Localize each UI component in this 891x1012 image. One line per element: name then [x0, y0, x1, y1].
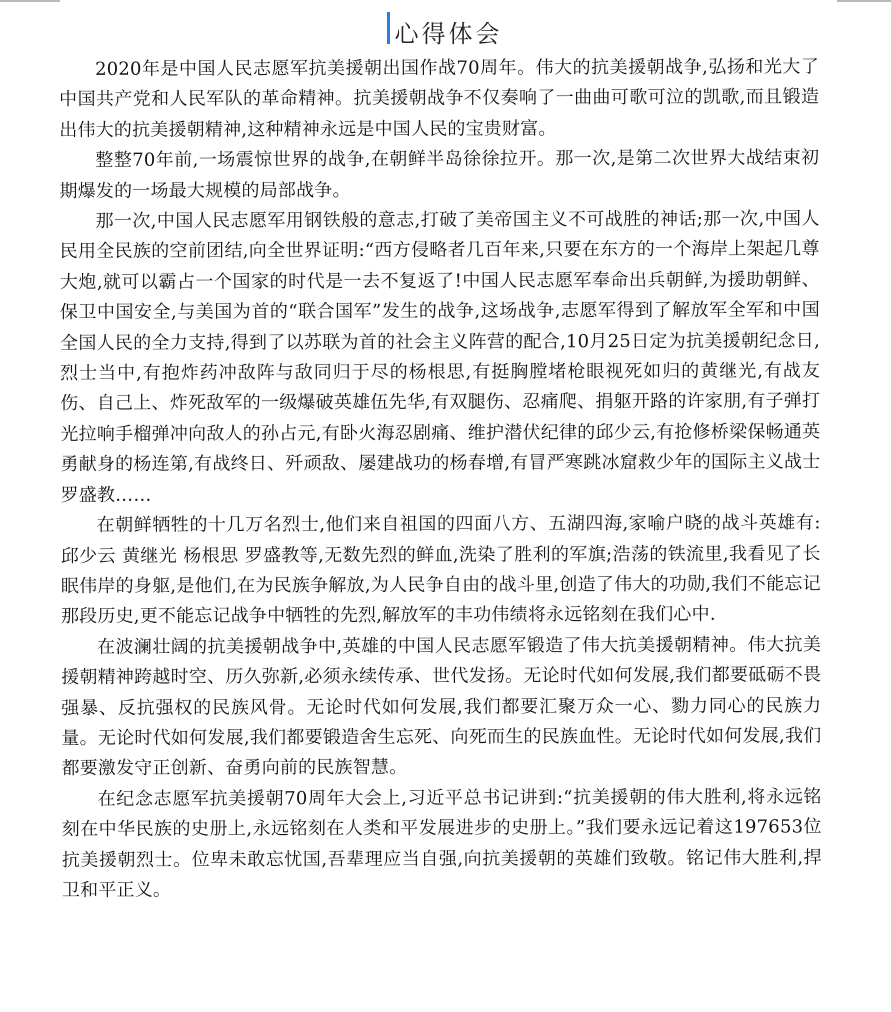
essay-body: [59, 52, 822, 906]
document-title-text: 心得体会: [394, 20, 503, 48]
paragraph-6: 在纪念志愿军抗美援朝70周年大会上,习近平总书记讲到:“抗美援朝的伟大胜利,将永远铭刻在中华民族的史册上,永远铭刻在人类和平发展进步的史册上。”我们要永远记着这197653位抗美援朝烈士。位卑未敢忘忧国,吾辈理应当自强,向抗美援朝的英雄们致敬。铭记伟大胜利,捍卫和平正义。: [61, 786, 822, 901]
paragraph-2: 整整70年前,一场震惊世界的战争,在朝鲜半岛徐徐拉开。那一次,是第二次世界大战结束初期爆发的一场最大规模的局部战争。: [59, 147, 820, 202]
page-corner-mark-left: [0, 0, 60, 2]
page-corner-mark-right: [837, 0, 891, 2]
title-row: [0, 14, 891, 49]
document-title[interactable]: [389, 14, 503, 49]
paragraph-3: 那一次,中国人民志愿军用钢铁般的意志,打破了美帝国主义不可战胜的神话;那一次,中国人民用全民族的空前团结,向全世界证明:“西方侵略者几百年来,只要在东方的一个海岸上架起几尊大炮,就可以霸占一个国家的时代是一去不复返了!中国人民志愿军奉命出兵朝鲜,为援助朝鲜、保卫中国安全,与美国为首的“联合国军”发生的战争,这场战争,志愿军得到了解放军全军和中国全国人民的全力支持,得到了以苏联为首的社会主义阵营的配合,10月25日定为抗美援朝纪念日,烈士当中,有抱炸药冲敌阵与敌同归于尽的杨根思,有挺胸膛堵枪眼视死如归的黄继光,有战友伤、自己上、炸死敌军的一级爆破英雄伍先华,有双腿伤、忍痛爬、捐躯开路的许家朋,有子弹打光拉响手榴弹冲向敌人的孙占元,有卧火海忍剧痛、维护潜伏纪律的邱少云,有抢修桥梁保畅通英勇献身的杨连第,有战终日、歼顽敌、屡建战功的杨春增,有冒严寒跳冰窟救少年的国际主义战士罗盛教……: [59, 208, 821, 506]
paragraph-5: 在波澜壮阔的抗美援朝战争中,英雄的中国人民志愿军锻造了伟大抗美援朝精神。伟大抗美援朝精神跨越时空、历久弥新,必须永续传承、世代发扬。无论时代如何发展,我们都要砥砺不畏强暴、反抗强权的民族风骨。无论时代如何发展,我们都要汇聚万众一心、勠力同心的民族力量。无论时代如何发展,我们都要锻造舍生忘死、向死而生的民族血性。无论时代如何发展,我们都要激发守正创新、奋勇向前的民族智慧。: [61, 634, 822, 780]
text-cursor: [387, 12, 390, 44]
paragraph-4: 在朝鲜牺牲的十几万名烈士,他们来自祖国的四面八方、五湖四海,家喻户晓的战斗英雄有:邱少云 黄继光 杨根思 罗盛教等,无数先烈的鲜血,洗染了胜利的军旗;浩荡的铁流里,我看见了长眠伟岸的身躯,是他们,在为民族争解放,为人民争自由的战斗里,创造了伟大的功勋,我们不能忘记那段历史,更不能忘记战争中牺牲的先烈,解放军的丰功伟绩将永远铭刻在我们心中.: [60, 512, 821, 628]
paragraph-1: 2020年是中国人民志愿军抗美援朝出国作战70周年。伟大的抗美援朝战争,弘扬和光大了中国共产党和人民军队的革命精神。抗美援朝战争不仅奏响了一曲曲可歌可泣的凯歌,而且锻造出伟大的抗美援朝精神,这种精神永远是中国人民的宝贵财富。: [59, 56, 820, 141]
